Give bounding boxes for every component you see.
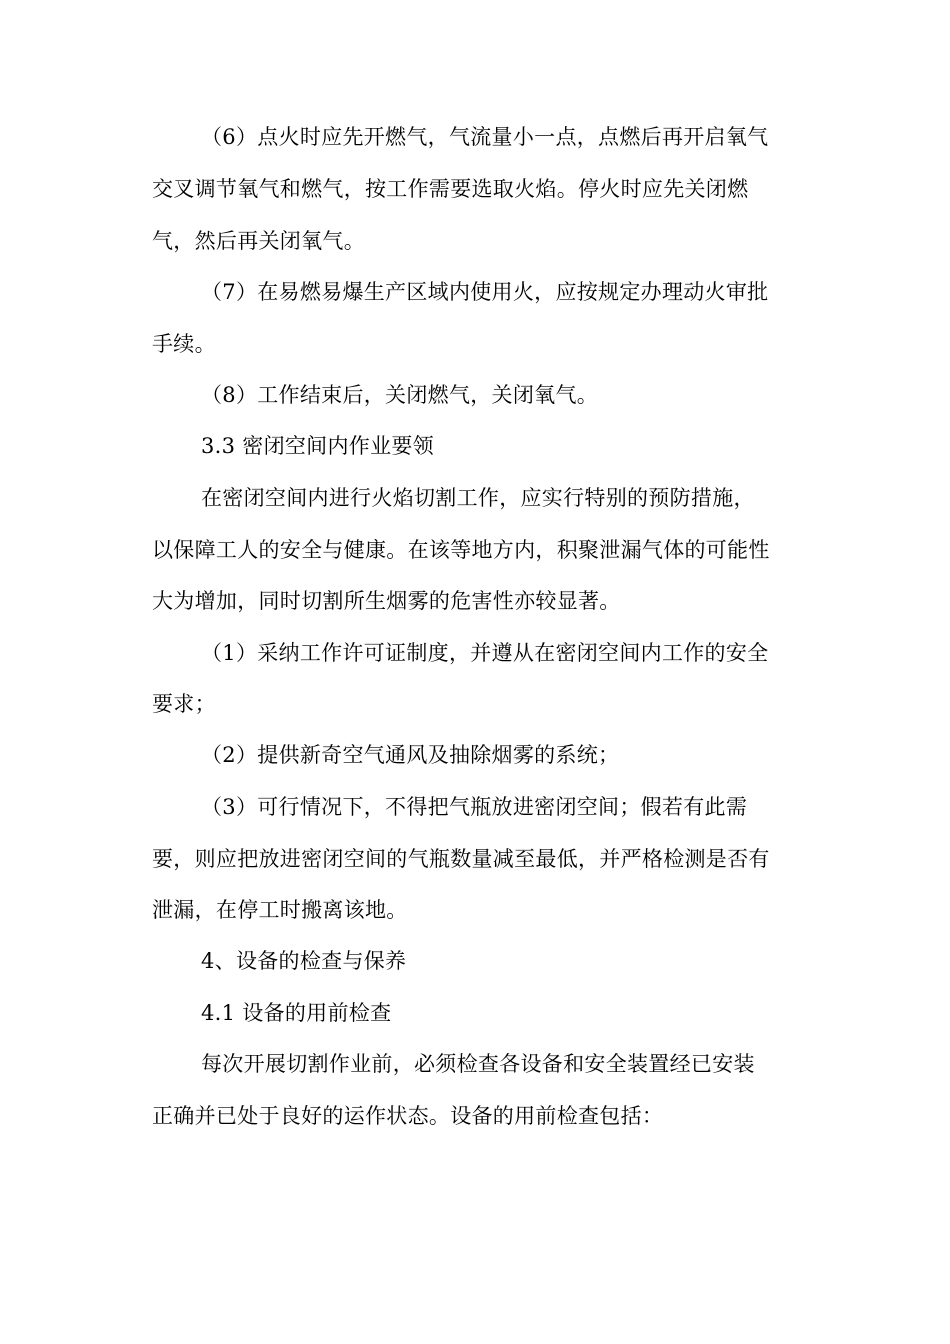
- paragraph-line: 正确并已处于良好的运作状态。设备的用前检查包括：: [152, 1104, 664, 1128]
- subsection-heading: 4.1 设备的用前检查: [201, 1001, 392, 1025]
- paragraph-line: 以保障工人的安全与健康。在该等地方内，积聚泄漏气体的可能性: [152, 538, 770, 562]
- paragraph-line: （2）提供新奇空气通风及抽除烟雾的系统；: [201, 743, 620, 767]
- section-heading: 4、设备的检查与保养: [201, 949, 407, 973]
- paragraph-line: （6）点火时应先开燃气，气流量小一点，点燃后再开启氧气: [201, 125, 769, 149]
- paragraph-line: 手续。: [152, 332, 216, 356]
- paragraph-line: 气，然后再关闭氧气。: [152, 229, 365, 253]
- paragraph-line: 每次开展切割作业前，必须检查各设备和安全装置经已安装: [201, 1052, 755, 1076]
- section-heading: 3.3 密闭空间内作业要领: [201, 434, 434, 458]
- paragraph-line: （3）可行情况下，不得把气瓶放进密闭空间；假若有此需: [201, 795, 748, 819]
- paragraph-line: （8）工作结束后，关闭燃气，关闭氧气。: [201, 383, 599, 407]
- paragraph-line: 大为增加，同时切割所生烟雾的危害性亦较显著。: [152, 589, 621, 613]
- paragraph-line: 要，则应把放进密闭空间的气瓶数量减至最低，并严格检测是否有: [152, 847, 770, 871]
- paragraph-line: （1）采纳工作许可证制度，并遵从在密闭空间内工作的安全: [201, 641, 769, 665]
- paragraph-line: 泄漏，在停工时搬离该地。: [152, 898, 408, 922]
- paragraph-line: 交叉调节氧气和燃气，按工作需要选取火焰。停火时应先关闭燃: [152, 177, 749, 201]
- paragraph-line: 在密闭空间内进行火焰切割工作，应实行特别的预防措施，: [201, 486, 755, 510]
- paragraph-line: （7）在易燃易爆生产区域内使用火，应按规定办理动火审批: [201, 280, 769, 304]
- paragraph-line: 要求；: [152, 692, 216, 716]
